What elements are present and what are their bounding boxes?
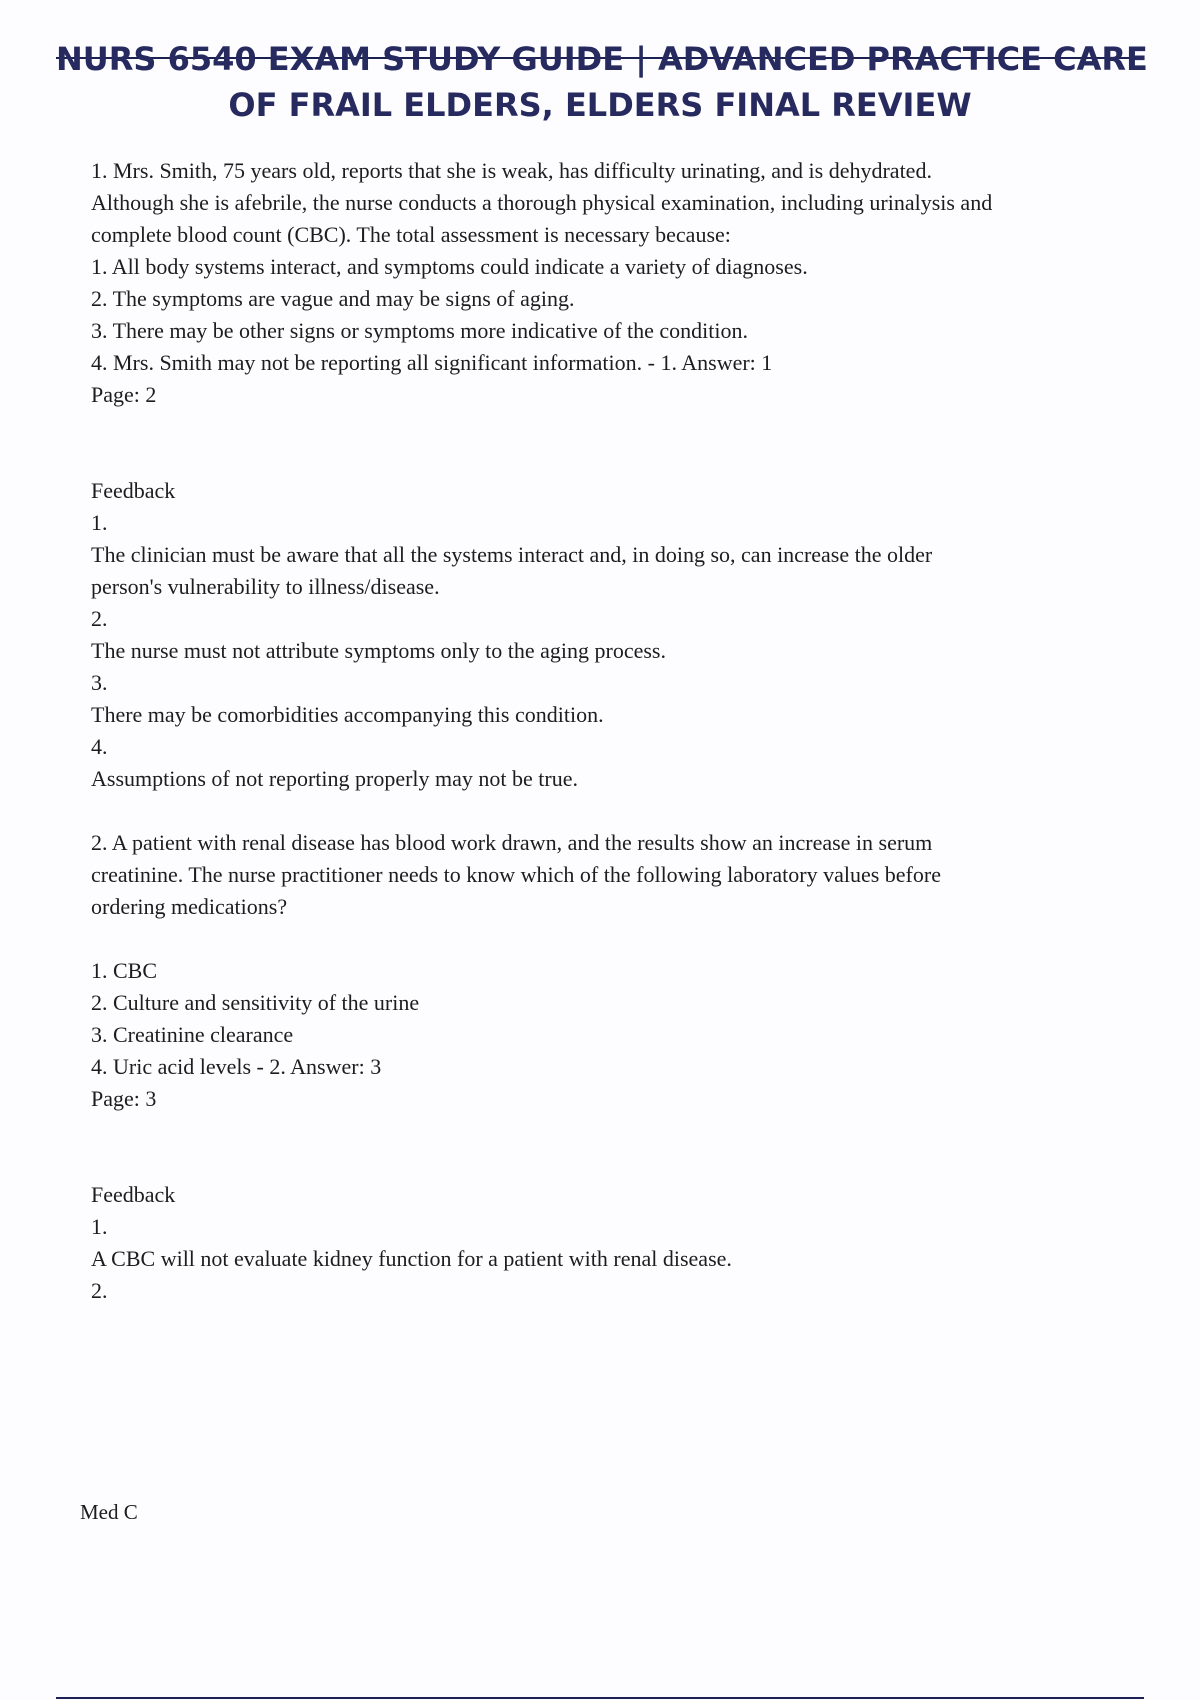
document-body bbox=[91, 155, 1101, 1307]
bottom-rule bbox=[56, 1697, 1144, 1699]
feedback-section-1 bbox=[91, 475, 1101, 795]
question-2 bbox=[91, 827, 1101, 1115]
answer-option: 3. Creatinine clearance bbox=[91, 1022, 294, 1047]
question-stem-line: ordering medications? bbox=[91, 894, 288, 919]
feedback-text: Assumptions of not reporting properly may not be true. bbox=[91, 766, 578, 791]
feedback-number: 2. bbox=[91, 606, 108, 631]
answer-option: 1. CBC bbox=[91, 958, 158, 983]
feedback-number: 4. bbox=[91, 734, 108, 759]
question-stem-line: creatinine. The nurse practitioner needs to know which of the following laboratory values before bbox=[91, 862, 941, 887]
page-reference: Page: 2 bbox=[91, 382, 157, 407]
feedback-heading: Feedback bbox=[91, 478, 176, 503]
feedback-number: 1. bbox=[91, 1214, 108, 1239]
question-1 bbox=[91, 155, 1101, 411]
feedback-number: 2. bbox=[91, 1278, 108, 1303]
question-stem-line: 2. A patient with renal disease has blood work drawn, and the results show an increase in serum bbox=[91, 830, 933, 855]
feedback-heading: Feedback bbox=[91, 1182, 176, 1207]
feedback-text: There may be comorbidities accompanying this condition. bbox=[91, 702, 604, 727]
answer-option: 4. Mrs. Smith may not be reporting all significant information. - 1. Answer: 1 bbox=[91, 350, 773, 375]
feedback-text: person's vulnerability to illness/disease. bbox=[91, 574, 440, 599]
feedback-text: A CBC will not evaluate kidney function for a patient with renal disease. bbox=[91, 1246, 732, 1271]
page-reference: Page: 3 bbox=[91, 1086, 157, 1111]
answer-option: 2. The symptoms are vague and may be signs of aging. bbox=[91, 286, 575, 311]
feedback-text: The nurse must not attribute symptoms only to the aging process. bbox=[91, 638, 666, 663]
feedback-number: 1. bbox=[91, 510, 108, 535]
document-title-line-1: NURS 6540 EXAM STUDY GUIDE | ADVANCED PRACTICE CARE bbox=[56, 40, 1148, 78]
question-stem-line: Although she is afebrile, the nurse conducts a thorough physical examination, including urinalysis and bbox=[91, 190, 993, 215]
feedback-text: The clinician must be aware that all the systems interact and, in doing so, can increase the older bbox=[91, 542, 933, 567]
feedback-section-2 bbox=[91, 1179, 1101, 1307]
feedback-number: 3. bbox=[91, 670, 108, 695]
answer-option: 1. All body systems interact, and symptoms could indicate a variety of diagnoses. bbox=[91, 254, 808, 279]
question-stem-line: 1. Mrs. Smith, 75 years old, reports that she is weak, has difficulty urinating, and is dehydrated. bbox=[91, 158, 932, 183]
question-stem-line: complete blood count (CBC). The total assessment is necessary because: bbox=[91, 222, 731, 247]
answer-option: 4. Uric acid levels - 2. Answer: 3 bbox=[91, 1054, 382, 1079]
document-title-line-2: OF FRAIL ELDERS, ELDERS FINAL REVIEW bbox=[228, 86, 972, 124]
answer-option: 2. Culture and sensitivity of the urine bbox=[91, 990, 420, 1015]
answer-option: 3. There may be other signs or symptoms more indicative of the condition. bbox=[91, 318, 749, 343]
footer-label: Med C bbox=[80, 1500, 138, 1524]
